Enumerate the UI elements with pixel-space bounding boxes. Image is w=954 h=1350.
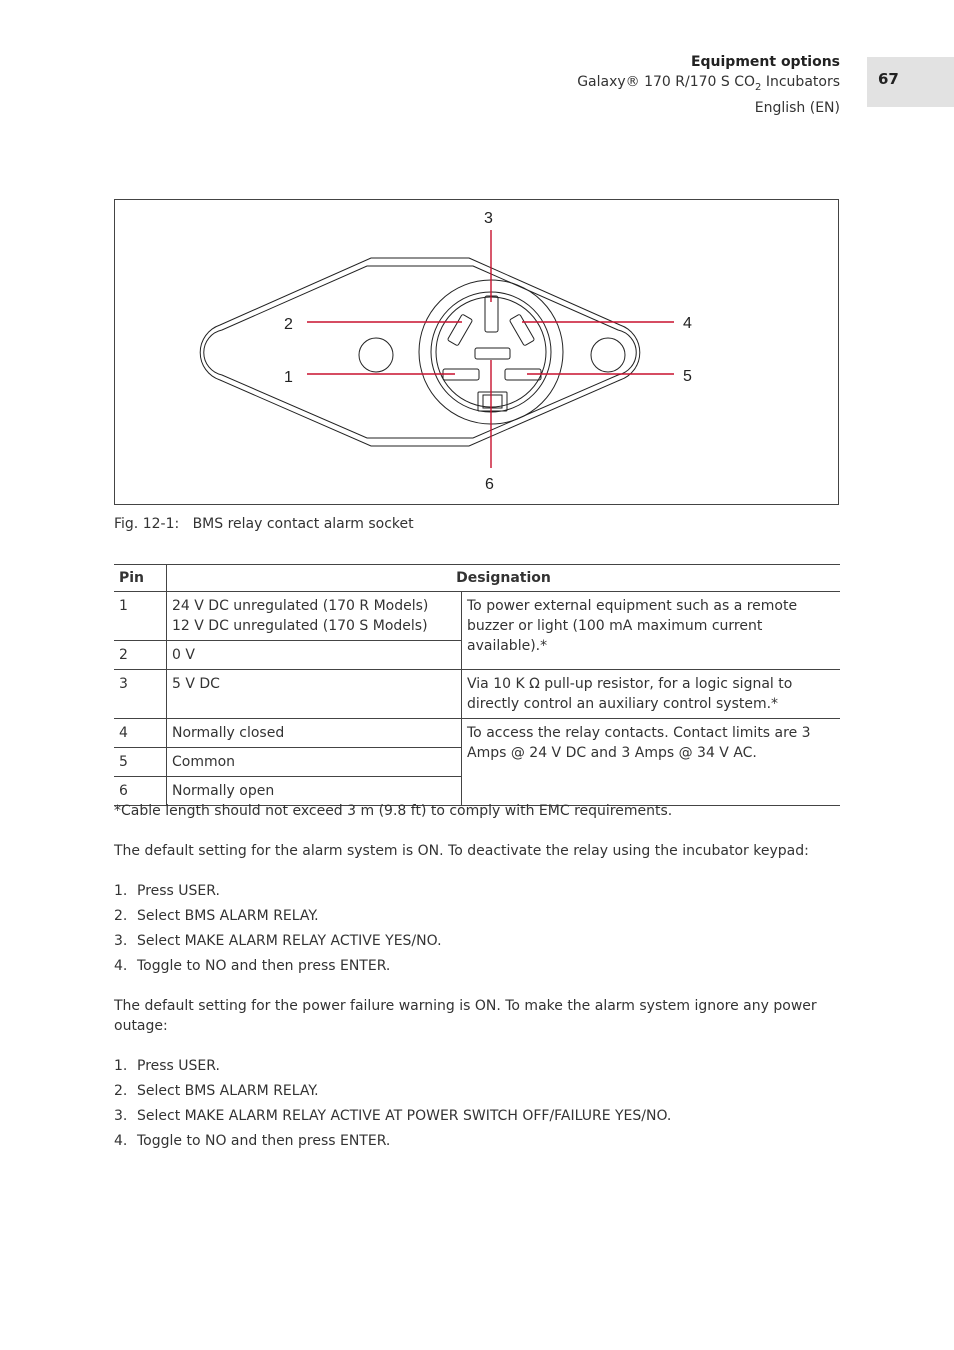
- socket-flange-inner: [204, 266, 636, 438]
- signal-line: 24 V DC unregulated (170 R Models): [172, 598, 429, 614]
- pin-label-4: 4: [683, 315, 692, 332]
- product-line: [577, 72, 840, 98]
- pin-label-5: 5: [683, 368, 692, 385]
- page-number-tab: [867, 57, 954, 107]
- table-header-row: [114, 565, 840, 592]
- pin-number: 4: [114, 719, 167, 748]
- product-suffix: Incubators: [761, 74, 840, 90]
- pin-signal: Common: [167, 748, 462, 777]
- alarm-steps: [114, 881, 442, 981]
- list-item: 1. Press USER.: [114, 1058, 220, 1074]
- pin-label-1: 1: [284, 369, 293, 386]
- socket-flange: [200, 258, 640, 446]
- list-item: 4. Toggle to NO and then press ENTER.: [114, 1133, 391, 1149]
- figure-caption: [114, 516, 414, 532]
- socket-figure: [114, 199, 839, 505]
- mount-hole-right: [591, 338, 625, 372]
- caption-text: BMS relay contact alarm socket: [192, 516, 414, 532]
- pin-signal: 0 V: [167, 641, 462, 670]
- list-item: 2. Select BMS ALARM RELAY.: [114, 908, 319, 924]
- product-name: Galaxy® 170 R/170 S CO: [577, 74, 756, 90]
- page-number: 67: [878, 70, 899, 88]
- pin-number: 1: [114, 592, 167, 641]
- pin-number: 5: [114, 748, 167, 777]
- list-item: 2. Select BMS ALARM RELAY.: [114, 1083, 319, 1099]
- pin-signal: 5 V DC: [167, 670, 462, 719]
- pin-label-6: 6: [485, 476, 494, 493]
- pin-signal: Normally open: [167, 777, 462, 806]
- list-item: 3. Select MAKE ALARM RELAY ACTIVE YES/NO.: [114, 933, 442, 949]
- socket-outline: [200, 258, 640, 446]
- pin-table: [114, 564, 840, 806]
- language-label: English (EN): [754, 99, 840, 116]
- pin-signal: [167, 592, 462, 641]
- power-steps: [114, 1056, 671, 1156]
- table-row: [114, 670, 840, 719]
- pin-description: Via 10 K Ω pull-up resistor, for a logic signal to directly control an auxiliary control system.*: [462, 670, 841, 719]
- header-pin: Pin: [114, 565, 167, 592]
- list-item: 1. Press USER.: [114, 883, 220, 899]
- signal-line: 12 V DC unregulated (170 S Models): [172, 618, 428, 634]
- pointer-lines: [307, 230, 674, 468]
- footnote: *Cable length should not exceed 3 m (9.8 ft) to comply with EMC requirements.: [114, 803, 673, 819]
- product-subscript: 2: [755, 81, 762, 93]
- pin-label-3: 3: [484, 210, 493, 227]
- header-designation: Designation: [167, 565, 841, 592]
- pin-description: To power external equipment such as a remote buzzer or light (100 mA maximum current available).*: [462, 592, 841, 670]
- list-item: 3. Select MAKE ALARM RELAY ACTIVE AT POWER SWITCH OFF/FAILURE YES/NO.: [114, 1108, 672, 1124]
- section-title: Equipment options: [690, 54, 840, 70]
- list-item: 4. Toggle to NO and then press ENTER.: [114, 958, 391, 974]
- table-row: [114, 592, 840, 641]
- socket-drawing: [115, 200, 838, 504]
- caption-number: Fig. 12-1:: [114, 516, 180, 532]
- pin-description: To access the relay contacts. Contact limits are 3 Amps @ 24 V DC and 3 Amps @ 34 V AC.: [462, 719, 841, 806]
- pin-number: 6: [114, 777, 167, 806]
- paragraph-power: The default setting for the power failure warning is ON. To make the alarm system ignore any power outage:: [114, 998, 817, 1034]
- pin-number: 2: [114, 641, 167, 670]
- pin-number: 3: [114, 670, 167, 719]
- table-row: [114, 719, 840, 748]
- paragraph-alarm: The default setting for the alarm system is ON. To deactivate the relay using the incubator keypad:: [114, 843, 809, 859]
- pin-slot-4: [509, 314, 534, 346]
- running-header: [577, 52, 840, 118]
- mount-hole-left: [359, 338, 393, 372]
- pin-label-2: 2: [284, 316, 293, 333]
- pin-slot-center: [475, 348, 510, 359]
- pin-slot-2: [447, 314, 472, 346]
- pin-signal: Normally closed: [167, 719, 462, 748]
